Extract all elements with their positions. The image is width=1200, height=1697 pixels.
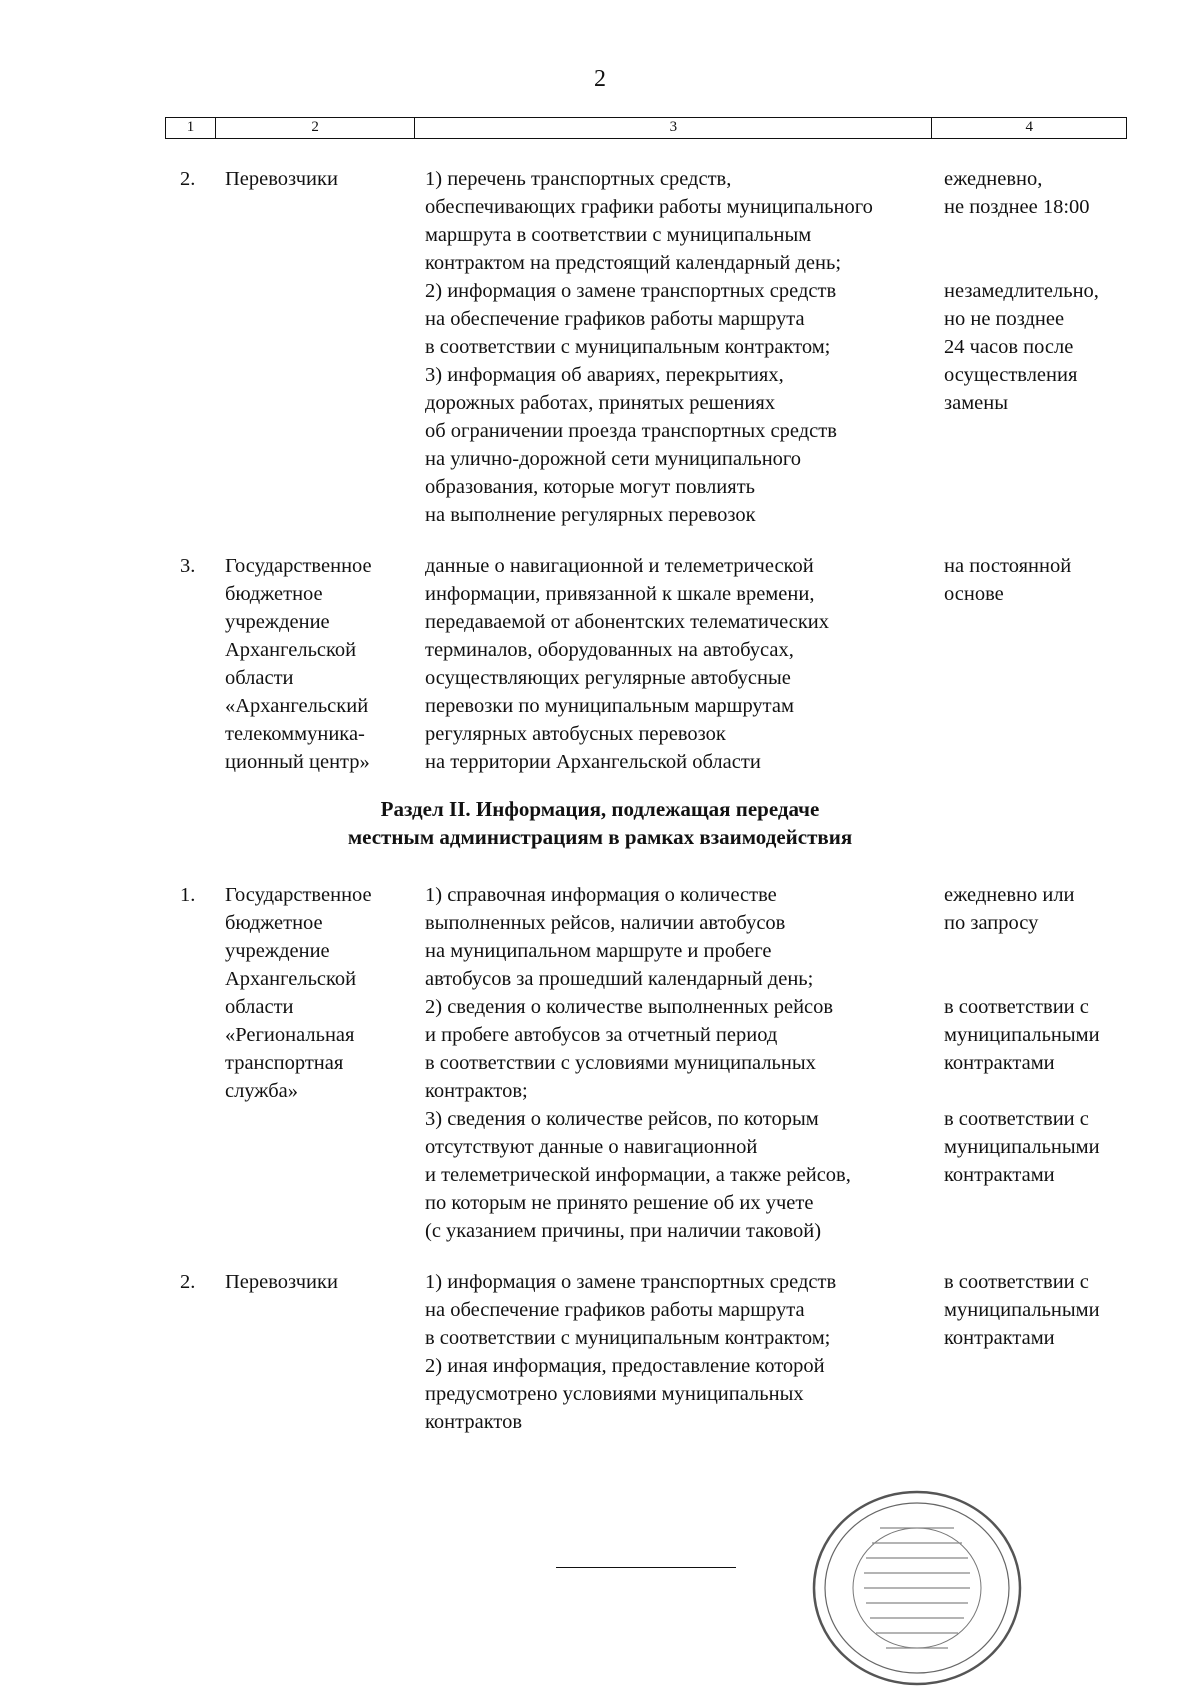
deadline-line: замены — [944, 392, 1009, 414]
deadline-line: в соответствии с — [944, 1271, 1089, 1293]
information-cell — [425, 881, 945, 1245]
deadline-line: незамедлительно, — [944, 280, 1099, 302]
organization-line: телекоммуника- — [225, 723, 365, 745]
information-line: осуществляющих регулярные автобусные — [425, 667, 791, 689]
deadline-cell — [944, 1268, 1144, 1352]
column-header-3: 3 — [415, 118, 932, 138]
deadline-line: не позднее 18:00 — [944, 196, 1090, 218]
information-line: 1) информация о замене транспортных средств — [425, 1271, 837, 1293]
information-line: дорожных работах, принятых решениях — [425, 392, 776, 414]
information-line: на обеспечение графиков работы маршрута — [425, 1299, 805, 1321]
column-header-1: 1 — [166, 118, 216, 138]
page-number: 2 — [594, 66, 606, 92]
organization-line: транспортная — [225, 1052, 344, 1074]
organization-line: области — [225, 996, 294, 1018]
spacer — [944, 221, 1144, 249]
deadline-cell — [944, 165, 1144, 417]
deadline-line: осуществления — [944, 364, 1078, 386]
information-line: 1) справочная информация о количестве — [425, 884, 777, 906]
organization-line: Государственное — [225, 555, 372, 577]
deadline-line: контрактами — [944, 1164, 1055, 1186]
information-line: терминалов, оборудованных на автобусах, — [425, 639, 794, 661]
information-cell — [425, 165, 945, 529]
information-line: на муниципальном маршруте и пробеге — [425, 940, 772, 962]
section-2-title-line: местным администрациям в рамках взаимодействия — [347, 825, 853, 849]
deadline-line — [944, 937, 1144, 965]
information-line: 3) информация об авариях, перекрытиях, — [425, 364, 784, 386]
organization-line: учреждение — [225, 611, 330, 633]
information-line: обеспечивающих графики работы муниципального — [425, 196, 873, 218]
signature-line — [556, 1567, 736, 1568]
information-line: данные о навигационной и телеметрической — [425, 555, 814, 577]
information-line: маршрута в соответствии с муниципальным — [425, 224, 812, 246]
information-line: образования, которые могут повлиять — [425, 476, 756, 498]
information-line: по которым не принято решение об их учете — [425, 1192, 814, 1214]
organization-line: области — [225, 667, 294, 689]
information-line: в соответствии с муниципальным контрактом; — [425, 336, 831, 358]
section-2-title-line: Раздел II. Информация, подлежащая передаче — [380, 797, 820, 821]
organization-line: учреждение — [225, 940, 330, 962]
deadline-cell — [944, 881, 1144, 1189]
column-header-2: 2 — [216, 118, 416, 138]
spacer — [944, 249, 1144, 277]
deadline-line: по запросу — [944, 912, 1039, 934]
deadline-line: муниципальными — [944, 1024, 1100, 1046]
information-line: 2) информация о замене транспортных средств — [425, 280, 837, 302]
organization-cell — [225, 1268, 410, 1296]
official-seal — [810, 1488, 1024, 1688]
deadline-line — [944, 1077, 1144, 1105]
deadline-line: основе — [944, 583, 1004, 605]
column-header-row — [165, 117, 1127, 139]
information-line: перевозки по муниципальным маршрутам — [425, 695, 794, 717]
deadline-line: в соответствии с — [944, 996, 1089, 1018]
row-number: 3. — [180, 555, 196, 577]
information-line: (с указанием причины, при наличии таковой) — [425, 1220, 822, 1242]
information-line: регулярных автобусных перевозок — [425, 723, 726, 745]
organization-line: Архангельской — [225, 639, 357, 661]
organization-line: Государственное — [225, 884, 372, 906]
organization-line: Архангельской — [225, 968, 357, 990]
information-line: 2) иная информация, предоставление которой — [425, 1355, 825, 1377]
deadline-line: 24 часов после — [944, 336, 1074, 358]
row-number: 1. — [180, 884, 196, 906]
organization-cell — [225, 165, 410, 193]
organization-line: Перевозчики — [225, 168, 338, 190]
information-line: предусмотрено условиями муниципальных — [425, 1383, 804, 1405]
information-line: в соответствии с муниципальным контрактом; — [425, 1327, 831, 1349]
organization-line: бюджетное — [225, 583, 323, 605]
section-2-title — [0, 795, 1200, 851]
organization-line: «Региональная — [225, 1024, 355, 1046]
deadline-line: ежедневно или — [944, 884, 1075, 906]
information-line: отсутствуют данные о навигационной — [425, 1136, 758, 1158]
column-header-4: 4 — [1025, 119, 1033, 135]
information-line: 1) перечень транспортных средств, — [425, 168, 732, 190]
row-number: 2. — [180, 168, 196, 190]
deadline-line — [944, 965, 1144, 993]
information-line: и телеметрической информации, а также рейсов, — [425, 1164, 851, 1186]
information-line: информации, привязанной к шкале времени, — [425, 583, 815, 605]
deadline-cell — [944, 552, 1144, 608]
organization-line: служба» — [225, 1080, 298, 1102]
information-line: 2) сведения о количестве выполненных рейсов — [425, 996, 834, 1018]
organization-line: Перевозчики — [225, 1271, 338, 1293]
information-cell — [425, 1268, 945, 1436]
information-line: контрактом на предстоящий календарный день; — [425, 252, 842, 274]
information-line: на обеспечение графиков работы маршрута — [425, 308, 805, 330]
organization-line: ционный центр» — [225, 751, 370, 773]
information-line: и пробеге автобусов за отчетный период — [425, 1024, 778, 1046]
information-line: об ограничении проезда транспортных средств — [425, 420, 837, 442]
deadline-line: в соответствии с — [944, 1108, 1089, 1130]
organization-cell — [225, 552, 410, 776]
deadline-line: ежедневно, — [944, 168, 1043, 190]
information-line: выполненных рейсов, наличии автобусов — [425, 912, 786, 934]
deadline-line: муниципальными — [944, 1299, 1100, 1321]
information-line: автобусов за прошедший календарный день; — [425, 968, 814, 990]
information-line: контрактов; — [425, 1080, 528, 1102]
information-line: на улично-дорожной сети муниципального — [425, 448, 802, 470]
information-line: на территории Архангельской области — [425, 751, 761, 773]
information-line: передаваемой от абонентских телематических — [425, 611, 830, 633]
organization-line: «Архангельский — [225, 695, 369, 717]
information-line: 3) сведения о количестве рейсов, по которым — [425, 1108, 819, 1130]
information-line: на выполнение регулярных перевозок — [425, 504, 756, 526]
information-cell — [425, 552, 945, 776]
deadline-line: контрактами — [944, 1327, 1055, 1349]
information-line: в соответствии с условиями муниципальных — [425, 1052, 816, 1074]
deadline-line: но не позднее — [944, 308, 1065, 330]
information-line: контрактов — [425, 1411, 523, 1433]
deadline-line: муниципальными — [944, 1136, 1100, 1158]
deadline-line: контрактами — [944, 1052, 1055, 1074]
row-number: 2. — [180, 1271, 196, 1293]
organization-line: бюджетное — [225, 912, 323, 934]
organization-cell — [225, 881, 410, 1105]
deadline-line: на постоянной — [944, 555, 1072, 577]
